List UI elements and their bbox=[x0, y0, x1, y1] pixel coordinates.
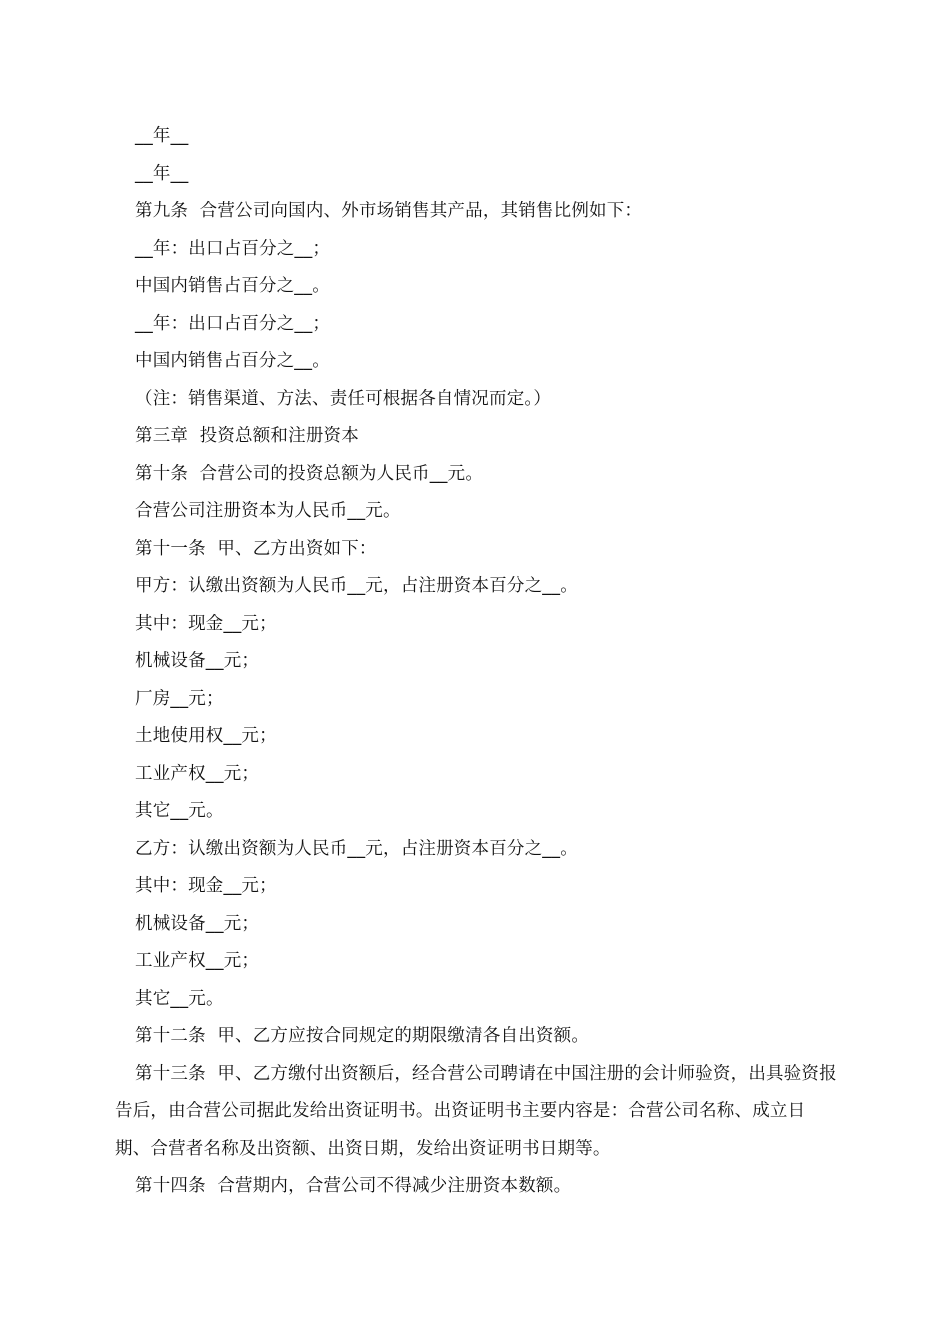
paragraph-domestic-ratio-1: 中国内销售占百分之__。 bbox=[135, 276, 330, 296]
paragraph-note: （注：销售渠道、方法、责任可根据各自情况而定。） bbox=[135, 388, 552, 409]
paragraph-a-factory: 厂房__元； bbox=[135, 688, 224, 709]
document-body bbox=[115, 118, 837, 1206]
paragraph-b-other: 其它__元。 bbox=[135, 988, 224, 1009]
paragraph-a-machinery: 机械设备__元； bbox=[135, 651, 260, 671]
article-13: 第十三条 甲、乙方缴付出资额后，经合营公司聘请在中国注册的会计师验资，出具验资报告后，由合营公司据此发给出资证明书。出资证明书主要内容是：合营公司名称、成立日期、合营者名称及出资额、出资日期，发给出资证明书日期等。 bbox=[115, 1063, 837, 1159]
article-12: 第十二条 甲、乙方应按合同规定的期限缴清各自出资额。 bbox=[135, 1026, 590, 1046]
paragraph-a-land-use: 土地使用权__元； bbox=[135, 726, 277, 746]
paragraph-a-other: 其它__元。 bbox=[135, 801, 224, 821]
paragraph-party-b-contribution: 乙方：认缴出资额为人民币__元，占注册资本百分之__。 bbox=[135, 838, 578, 859]
article-14: 第十四条 合营期内，合营公司不得减少注册资本数额。 bbox=[135, 1176, 572, 1196]
paragraph-b-cash: 其中：现金__元； bbox=[135, 876, 277, 896]
paragraph-domestic-ratio-2: 中国内销售占百分之__。 bbox=[135, 351, 330, 371]
paragraph-a-cash: 其中：现金__元； bbox=[135, 613, 277, 634]
paragraph-a-industrial-property: 工业产权__元； bbox=[135, 763, 260, 784]
paragraph-b-machinery: 机械设备__元； bbox=[135, 913, 260, 934]
paragraph-year-1: __年__ bbox=[135, 126, 189, 146]
article-11: 第十一条 甲、乙方出资如下： bbox=[135, 538, 377, 559]
chapter-3-heading: 第三章 投资总额和注册资本 bbox=[135, 426, 359, 446]
paragraph-export-ratio-1: __年：出口占百分之__； bbox=[135, 238, 331, 259]
paragraph-party-a-contribution: 甲方：认缴出资额为人民币__元，占注册资本百分之__。 bbox=[135, 576, 578, 596]
article-10: 第十条 合营公司的投资总额为人民币__元。 bbox=[135, 463, 484, 484]
paragraph-registered-capital: 合营公司注册资本为人民币__元。 bbox=[135, 501, 401, 521]
article-9: 第九条 合营公司向国内、外市场销售其产品，其销售比例如下： bbox=[135, 201, 643, 221]
paragraph-export-ratio-2: __年：出口占百分之__； bbox=[135, 313, 331, 334]
paragraph-b-industrial-property: 工业产权__元； bbox=[135, 951, 260, 971]
paragraph-year-2: __年__ bbox=[135, 163, 189, 184]
